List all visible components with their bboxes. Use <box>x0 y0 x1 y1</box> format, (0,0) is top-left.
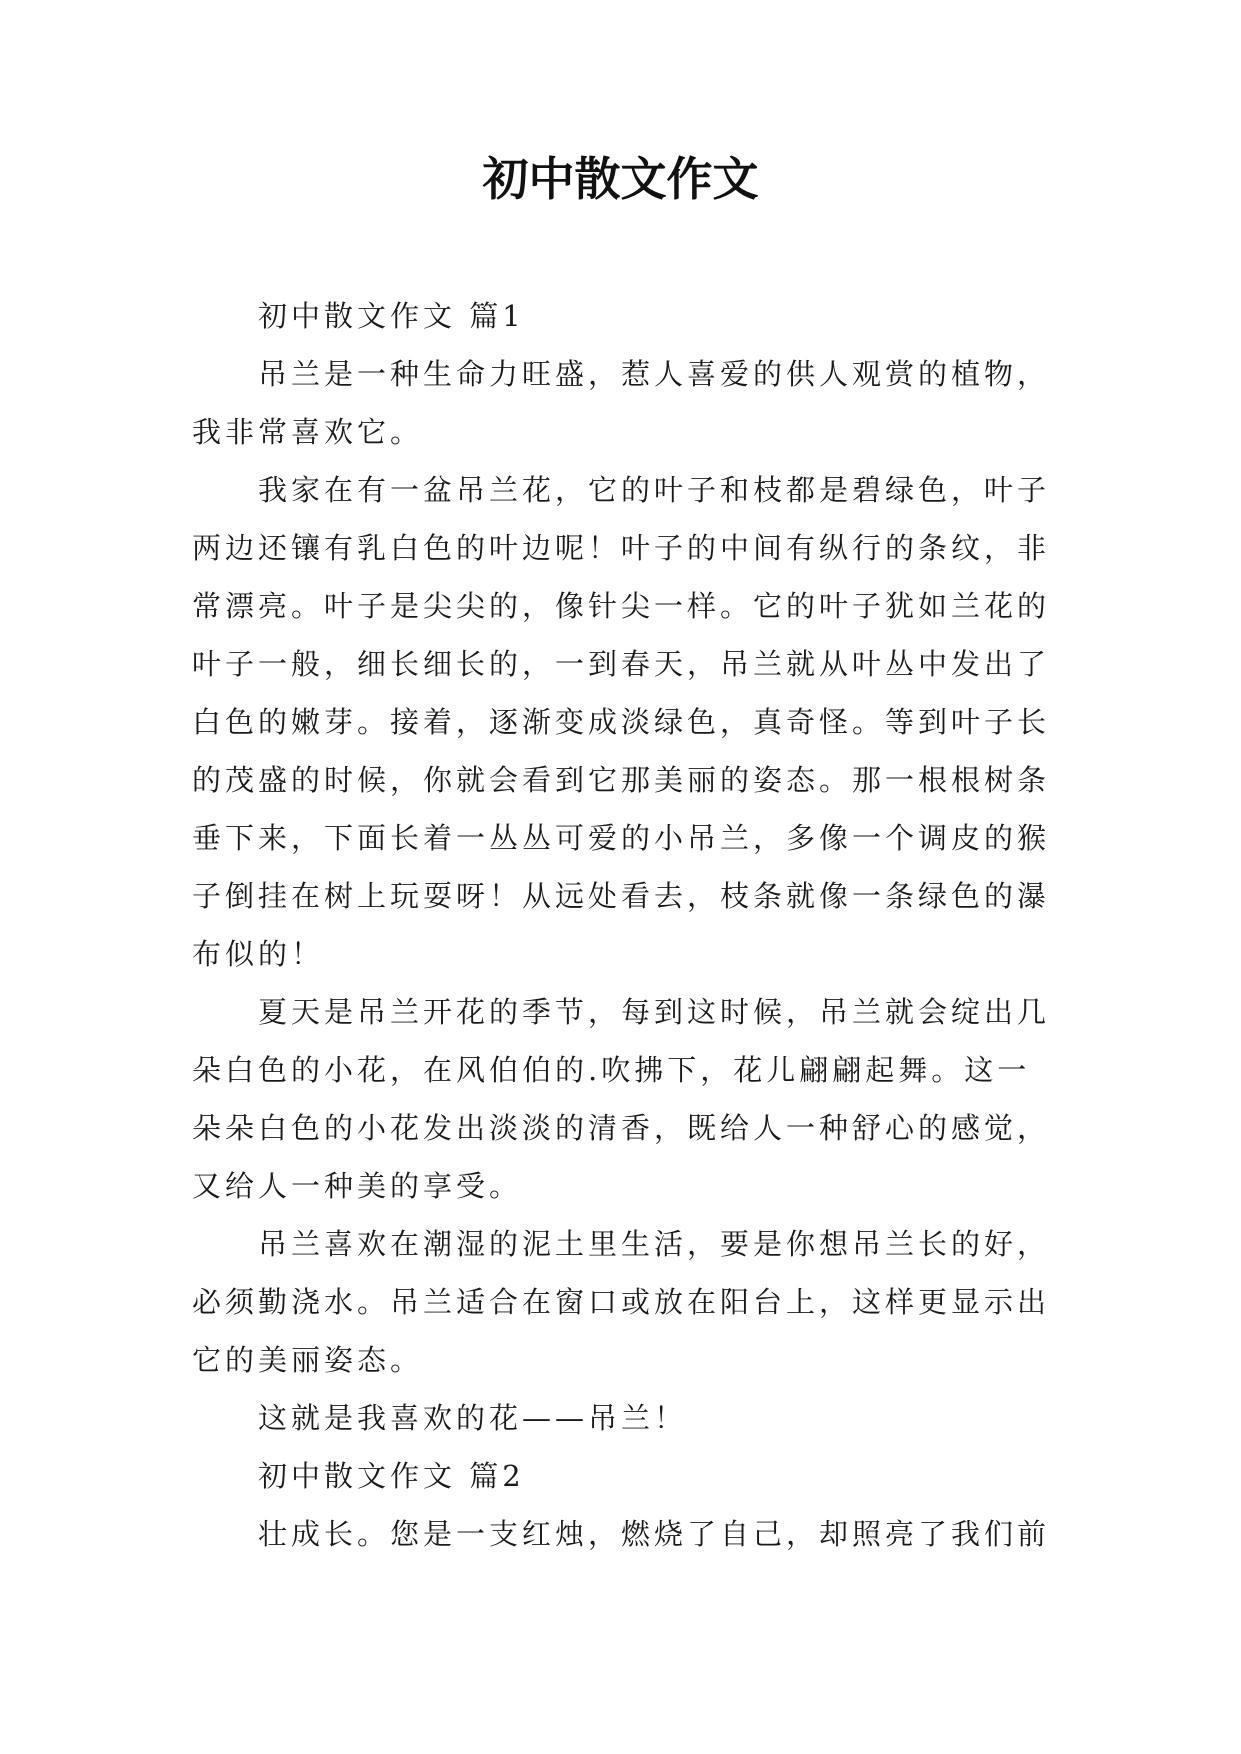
paragraph-line: 朵白色的小花，在风伯伯的.吹拂下，花儿翩翩起舞。这一 <box>192 1053 1031 1087</box>
paragraph-line: 壮成长。您是一支红烛，燃烧了自己，却照亮了我们前 <box>258 1517 1051 1551</box>
paragraph-line: 布似的！ <box>192 937 325 971</box>
paragraph-line: 我家在有一盆吊兰花，它的叶子和枝都是碧绿色，叶子 <box>258 473 1051 507</box>
paragraph <box>192 983 1072 1215</box>
paragraph-line: 叶子一般，细长细长的，一到春天，吊兰就从叶丛中发出了 <box>192 647 1051 681</box>
paragraph-line: 它的美丽姿态。 <box>192 1343 424 1377</box>
paragraph-line: 垂下来，下面长着一丛丛可爱的小吊兰，多像一个调皮的猴 <box>192 821 1051 855</box>
paragraph-line: 吊兰是一种生命力旺盛，惹人喜爱的供人观赏的植物， <box>258 357 1051 391</box>
section-heading <box>192 287 1072 345</box>
paragraph-line: 的茂盛的时候，你就会看到它那美丽的姿态。那一根根树条 <box>192 763 1051 797</box>
paragraph-line: 必须勤浇水。吊兰适合在窗口或放在阳台上，这样更显示出 <box>192 1285 1051 1319</box>
section-heading-text: 初中散文作文 篇2 <box>258 1459 525 1493</box>
paragraph-line: 我非常喜欢它。 <box>192 415 424 449</box>
paragraph <box>192 345 1072 461</box>
section-heading <box>192 1447 1072 1505</box>
paragraph <box>192 461 1072 983</box>
paragraph-line: 又给人一种美的享受。 <box>192 1169 523 1203</box>
document-title: 初中散文作文 <box>482 152 759 206</box>
paragraph-line: 朵朵白色的小花发出淡淡的清香，既给人一种舒心的感觉， <box>192 1111 1051 1145</box>
section-heading-text: 初中散文作文 篇1 <box>258 299 525 333</box>
paragraph-line: 白色的嫩芽。接着，逐渐变成淡绿色，真奇怪。等到叶子长 <box>192 705 1051 739</box>
paragraph <box>192 1505 1072 1563</box>
paragraph <box>192 1215 1072 1389</box>
paragraph-line: 子倒挂在树上玩耍呀！从远处看去，枝条就像一条绿色的瀑 <box>192 879 1051 913</box>
paragraph-line: 这就是我喜欢的花——吊兰！ <box>258 1401 688 1435</box>
paragraph-line: 常漂亮。叶子是尖尖的，像针尖一样。它的叶子犹如兰花的 <box>192 589 1051 623</box>
paragraph-line: 夏天是吊兰开花的季节，每到这时候，吊兰就会绽出几 <box>258 995 1051 1029</box>
paragraph-line: 两边还镶有乳白色的叶边呢！叶子的中间有纵行的条纹，非 <box>192 531 1051 565</box>
paragraph-line: 吊兰喜欢在潮湿的泥土里生活，要是你想吊兰长的好， <box>258 1227 1051 1261</box>
paragraph <box>192 1389 1072 1447</box>
document-body <box>192 287 1072 1563</box>
